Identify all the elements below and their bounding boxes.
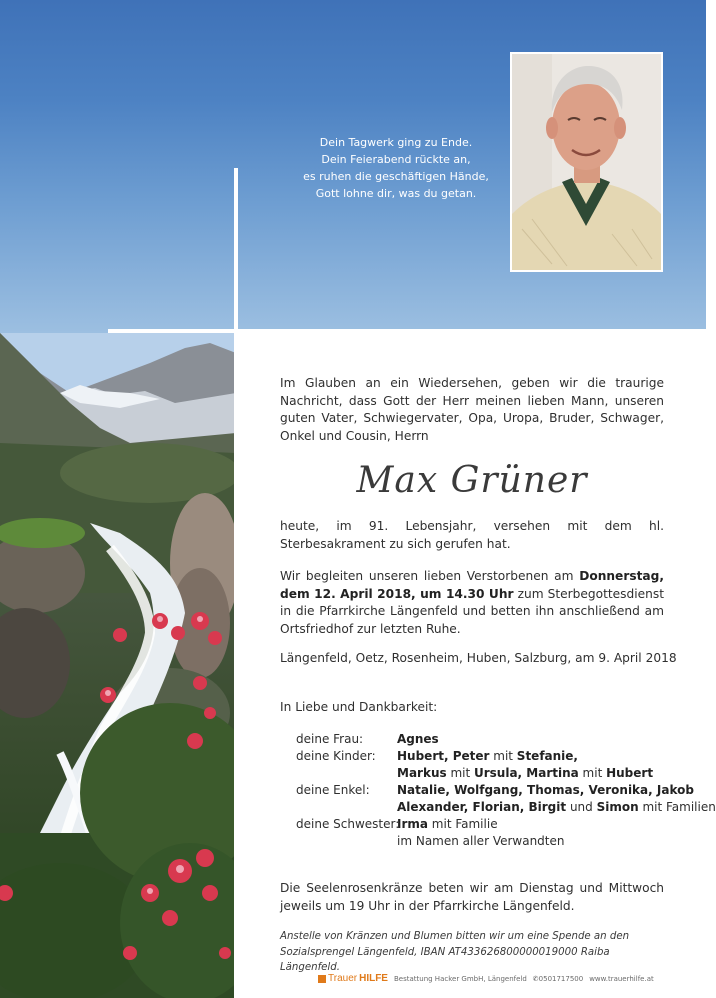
donation-note: Anstelle von Kränzen und Blumen bitten wir um eine Spende an den Sozialsprengel Längenfeld, IBAN AT433626800000019000 Raiba Längenfeld. [280,931,630,973]
announcement-intro: Im Glauben an ein Wiedersehen, geben wir die traurige Nachricht, dass Gott der Herr meinen lieben Mann, unseren guten Vater, Schwiegervater, Opa, Uropa, Bruder, Schwager, Onkel und Cousin, Herrn [280,376,664,443]
places-date: Längenfeld, Oetz, Rosenheim, Huben, Salzburg, am 9. April 2018 [280,651,677,665]
funeral-info [280,568,664,638]
sister-label: deine Schwester: [296,817,400,831]
family-row-children-2 [296,765,716,782]
poem [284,134,508,202]
love-line: In Liebe und Dankbarkeit: [280,700,438,714]
connector: mit [489,749,517,763]
funeral-date: Donnerstag, dem 12. April 2018, um 14.30 Uhr [280,569,664,601]
poem-line: Dein Tagwerk ging zu Ende. [319,136,473,149]
deceased-name: Max Grüner [356,460,588,501]
logo-text: Trauer [328,973,358,984]
grandchildren-names: Simon [596,800,639,814]
connector: und [566,800,597,814]
connector: mit Familie [427,817,498,831]
funeral-text-2: zum Sterbegottesdienst in die Pfarrkirche Längenfeld und betten ihn anschließend am Ortsfriedhof zur letzten Ruhe. [280,586,664,636]
connector: mit Familien [638,800,716,814]
connector: mit [446,766,474,780]
mountain-waterfall-photo [0,333,236,998]
family-row-children [296,748,716,765]
funeral-text-1: Wir begleiten unseren lieben Verstorbenen am [280,569,580,583]
cross-vertical-beam [234,168,238,998]
family-row-relatives [296,833,716,850]
connector: mit [578,766,607,780]
family-list [296,731,716,850]
children-names: Markus [397,766,447,780]
trauerhilfe-logo [318,973,388,984]
logo-mark-icon [318,975,326,983]
portrait-photo [510,52,663,272]
sister-name: Irma [397,817,428,831]
family-row-grandchildren [296,782,716,799]
company-name: Bestattung Hacker GmbH, Längenfeld [393,974,527,983]
phone-number: ✆0501717500 [532,974,584,983]
grandchildren-label: deine Enkel: [296,783,370,797]
poem-line: Dein Feierabend rückte an, [321,153,471,166]
relatives-line: im Namen aller Verwandten [397,834,565,848]
wife-name: Agnes [397,732,439,746]
rosary-info: Die Seelenrosenkränze beten wir am Dienstag und Mittwoch jeweils um 19 Uhr in der Pfarrkirche Längenfeld. [280,881,664,913]
website: www.trauerhilfe.at [589,974,654,983]
footer [318,973,654,984]
logo-text-bold: HILFE [359,973,388,984]
wife-label: deine Frau: [296,732,364,746]
grandchildren-names: Natalie, Wolfgang, Thomas, Veronika, Jakob [397,783,694,797]
children-label: deine Kinder: [296,749,376,763]
children-spouse: Hubert [606,766,654,780]
poem-line: Gott lohne dir, was du getan. [315,187,477,200]
children-names: Ursula, Martina [473,766,579,780]
cross-horizontal-beam [108,329,706,333]
poem-line: es ruhen die geschäftigen Hände, [303,170,489,183]
family-row-sister [296,816,716,833]
age-text: heute, im 91. Lebensjahr, versehen mit dem hl. Sterbesakrament zu sich gerufen hat. [280,519,664,551]
children-names: Hubert, Peter [397,749,490,763]
family-row-grandchildren-2 [296,799,716,816]
children-spouse: Stefanie, [516,749,578,763]
family-row-wife [296,731,716,748]
grandchildren-names: Alexander, Florian, Birgit [397,800,567,814]
